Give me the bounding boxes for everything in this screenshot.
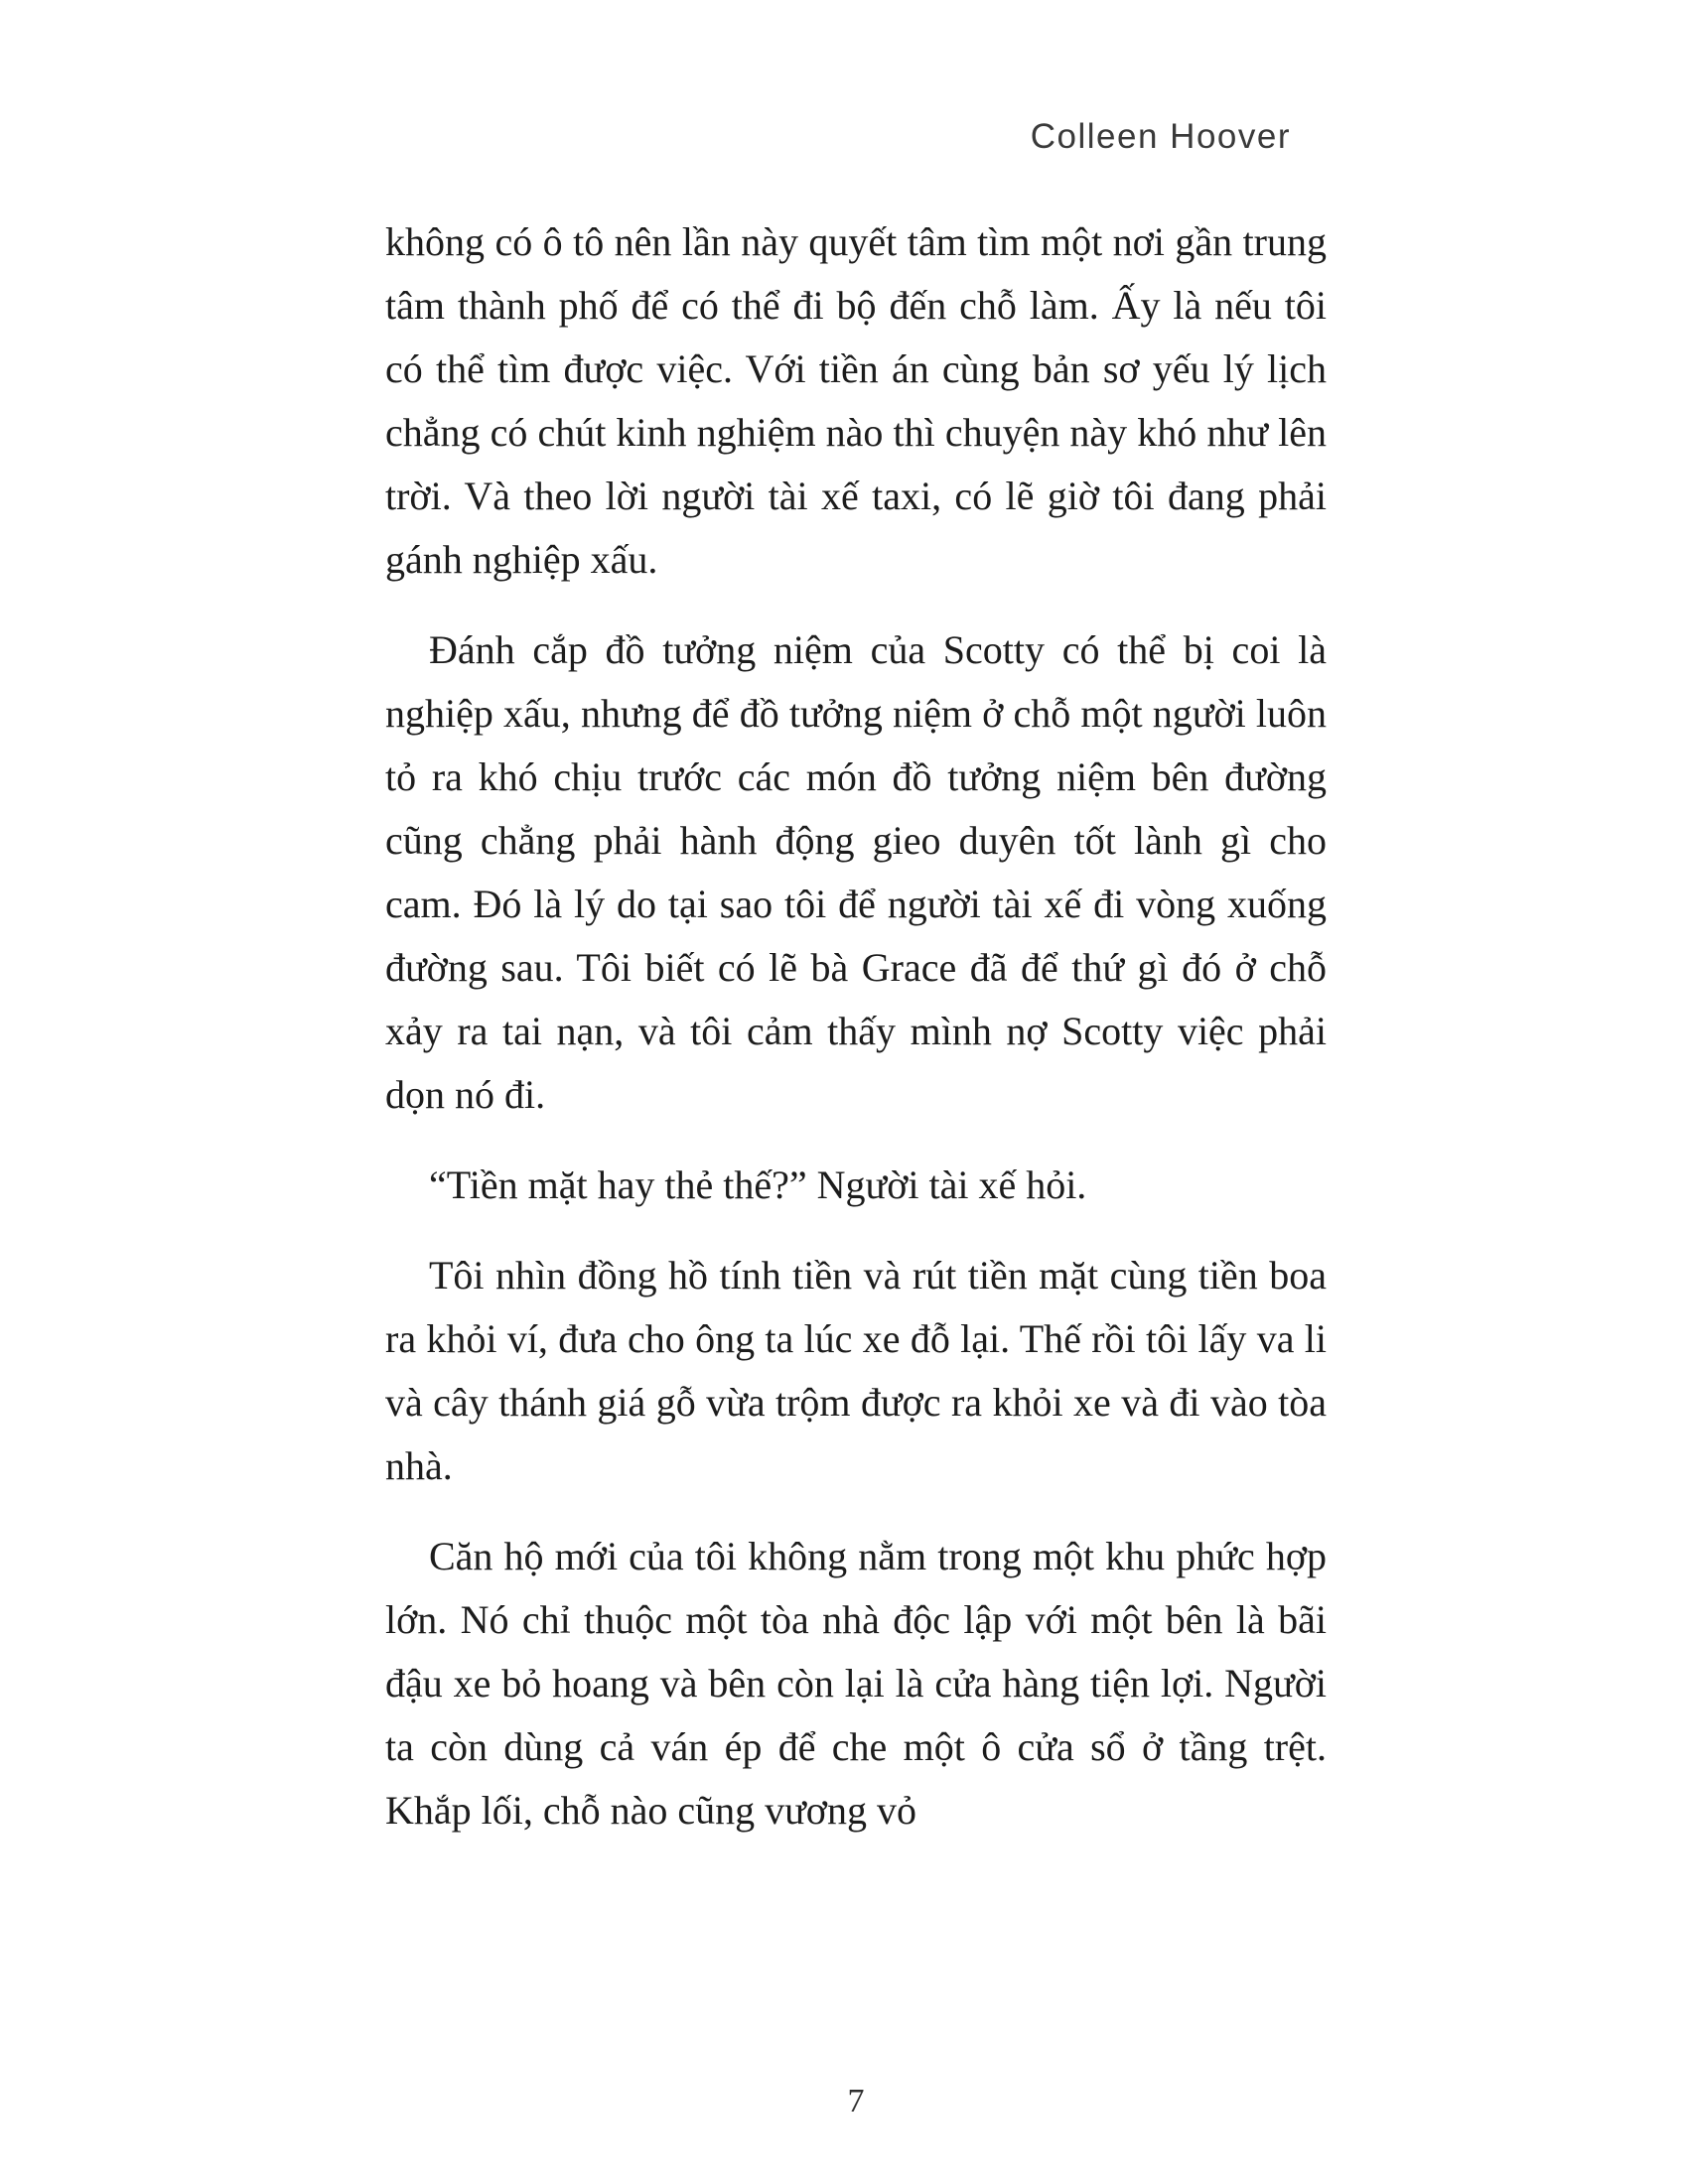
paragraph-4: Tôi nhìn đồng hồ tính tiền và rút tiền mặt cùng tiền boa ra khỏi ví, đưa cho ông ta lúc xe đỗ lại. Thế rồi tôi lấy va li và cây thánh giá gỗ vừa trộm được ra khỏi xe và đi vào tòa nhà.: [385, 1253, 1327, 1488]
paragraph-5: Căn hộ mới của tôi không nằm trong một khu phức hợp lớn. Nó chỉ thuộc một tòa nhà độc lập với một bên là bãi đậu xe bỏ hoang và bên còn lại là cửa hàng tiện lợi. Người ta còn dùng cả ván ép để che một ô cửa sổ ở tầng trệt. Khắp lối, chỗ nào cũng vương vỏ: [385, 1534, 1327, 1833]
paragraph-3-dialogue: “Tiền mặt hay thẻ thế?” Người tài xế hỏi.: [429, 1162, 1087, 1207]
running-header-author: Colleen Hoover: [1030, 117, 1291, 156]
body-text: [385, 210, 1327, 1869]
page-number: 7: [847, 2083, 865, 2119]
paragraph-2: Đánh cắp đồ tưởng niệm của Scotty có thể bị coi là nghiệp xấu, nhưng để đồ tưởng niệm ở chỗ một người luôn tỏ ra khó chịu trước các món đồ tưởng niệm bên đường cũng chẳng phải hành động gieo duyên tốt lành gì cho cam. Đó là lý do tại sao tôi để người tài xế đi vòng xuống đường sau. Tôi biết có lẽ bà Grace đã để thứ gì đó ở chỗ xảy ra tai nạn, và tôi cảm thấy mình nợ Scotty việc phải dọn nó đi.: [385, 627, 1327, 1117]
paragraph-1: không có ô tô nên lần này quyết tâm tìm một nơi gần trung tâm thành phố để có thể đi bộ đến chỗ làm. Ấy là nếu tôi có thể tìm được việc. Với tiền án cùng bản sơ yếu lý lịch chẳng có chút kinh nghiệm nào thì chuyện này khó như lên trời. Và theo lời người tài xế taxi, có lẽ giờ tôi đang phải gánh nghiệp xấu.: [385, 219, 1327, 582]
